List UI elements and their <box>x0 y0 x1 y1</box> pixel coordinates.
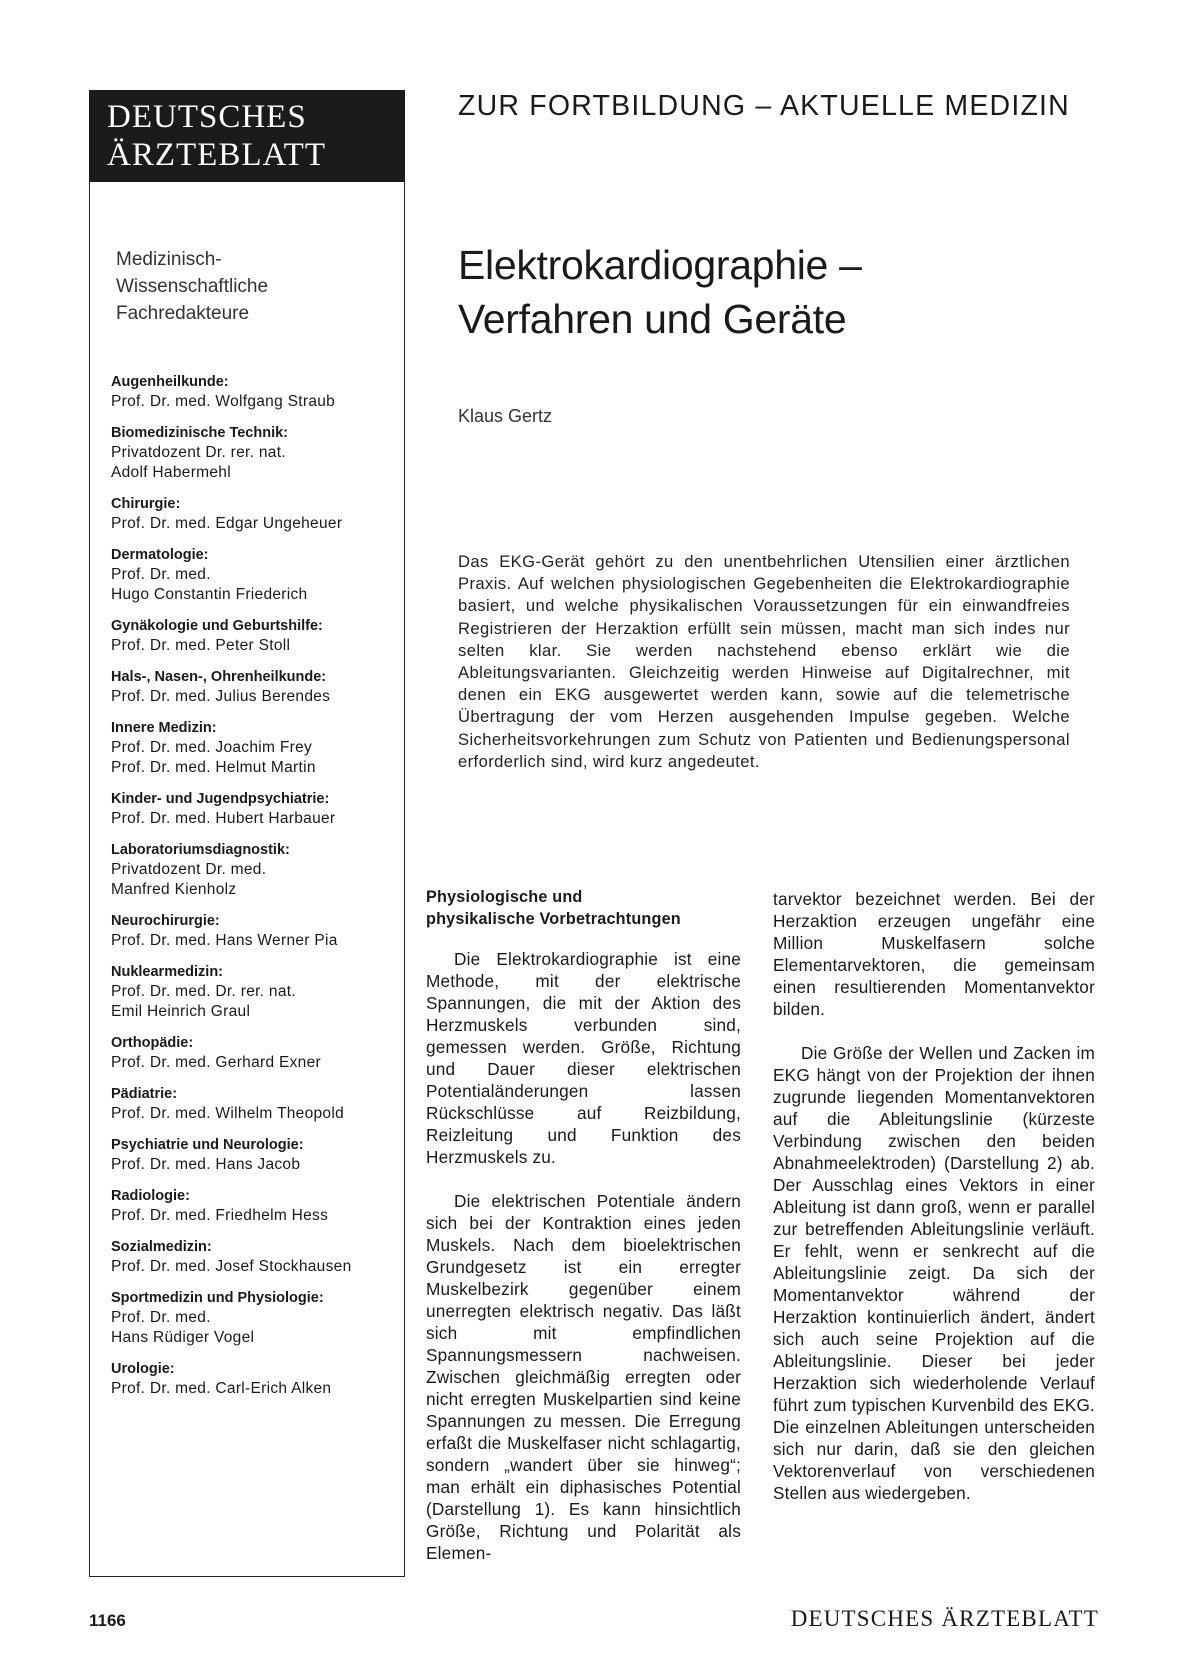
editor-department: Augenheilkunde: <box>111 374 229 390</box>
abstract: Das EKG-Gerät gehört zu den unentbehrlichen Utensilien einer ärztlichen Praxis. Auf welchen physiologischen Gegebenheiten die Elektrokardiographie basiert, und welche physikalischen Voraussetzungen für ein einwandfreies Registrieren der Herzaktion erfüllt sein müssen, macht man sich indes nur selten klar. Sie werden nachstehend ebenso erklärt wie die Ableitungsvarianten. Gleichzeitig werden Hinweise auf Digitalrechner, mit denen ein EKG ausgewertet werden kann, sowie auf die telemetrische Übertragung der vom Herzen ausgehenden Impulse gegeben. Welche Sicherheitsvorkehrungen zum Schutz von Patienten und Bedienungspersonal erforderlich sind, wird kurz angedeutet. <box>458 552 1070 771</box>
masthead-logo <box>89 90 405 182</box>
editor-name: Hans Rüdiger Vogel <box>111 1329 255 1346</box>
editor-entry <box>111 1033 396 1073</box>
paragraph: tarvektor bezeichnet werden. Bei der Herzaktion erzeugen ungefähr eine Million Muskelfasern solche Elementarvektoren, die gemeinsam einen resultierenden Momentanvektor bilden. <box>773 889 1095 1019</box>
editor-name: Prof. Dr. med. Edgar Ungeheuer <box>111 515 343 532</box>
editor-department: Gynäkologie und Geburtshilfe: <box>111 618 323 634</box>
editor-entry <box>111 789 396 829</box>
editor-name: Prof. Dr. med. <box>111 566 211 583</box>
subheading-line: physikalische Vorbetrachtungen <box>426 910 681 928</box>
editor-name: Prof. Dr. med. Hans Jacob <box>111 1156 301 1173</box>
editor-name: Prof. Dr. med. Hubert Harbauer <box>111 810 336 827</box>
editor-department: Nuklearmedizin: <box>111 964 223 980</box>
editor-entry <box>111 1186 396 1226</box>
editor-entry <box>111 372 396 412</box>
editor-entry <box>111 1084 396 1124</box>
editors-heading-line: Wissenschaftliche <box>116 276 269 297</box>
editor-entry <box>111 545 396 605</box>
editor-department: Sozialmedizin: <box>111 1239 212 1255</box>
section-subheading <box>426 886 741 930</box>
editor-department: Innere Medizin: <box>111 720 217 736</box>
editor-department: Orthopädie: <box>111 1035 194 1051</box>
editor-name: Prof. Dr. med. Wilhelm Theopold <box>111 1105 344 1122</box>
editors-heading <box>116 246 386 327</box>
editor-name: Privatdozent Dr. rer. nat. <box>111 444 286 461</box>
editor-name: Prof. Dr. med. Carl-Erich Alken <box>111 1380 332 1397</box>
editor-entry <box>111 1237 396 1277</box>
title-line: Elektrokardiographie – <box>458 242 862 288</box>
editor-name: Prof. Dr. med. Joachim Frey <box>111 739 313 756</box>
article-title <box>458 238 1098 346</box>
editor-department: Radiologie: <box>111 1188 190 1204</box>
editor-name: Prof. Dr. med. Hans Werner Pia <box>111 932 338 949</box>
editor-department: Pädiatrie: <box>111 1086 178 1102</box>
editors-heading-line: Medizinisch- <box>116 249 222 270</box>
editors-list <box>111 372 396 1410</box>
editor-entry <box>111 840 396 900</box>
editor-entry <box>111 423 396 483</box>
editor-name: Prof. Dr. med. Gerhard Exner <box>111 1054 321 1071</box>
masthead-line2: ÄRZTEBLATT <box>107 137 326 173</box>
editor-name: Prof. Dr. med. Friedhelm Hess <box>111 1207 329 1224</box>
editor-name: Adolf Habermehl <box>111 464 231 481</box>
editor-name: Prof. Dr. med. Dr. rer. nat. <box>111 983 296 1000</box>
editor-entry <box>111 1288 396 1348</box>
editor-name: Prof. Dr. med. Julius Berendes <box>111 688 331 705</box>
body-column-1 <box>426 886 741 1586</box>
editor-entry <box>111 616 396 656</box>
paragraph: Die Größe der Wellen und Zacken im EKG hängt von der Projektion der ihnen zugrunde liegenden Momentanvektoren auf die Ableitungslinie (kürzeste Verbindung zwischen den beiden Abnahmeelektroden) (Darstellung 2) ab. Der Ausschlag eines Vektors in einer Ableitung ist dann groß, wenn er parallel zur betreffenden Ableitungslinie verläuft. Er fehlt, wenn er senkrecht auf die Ableitungslinie zeigt. Da sich der Momentanvektor während der Herzaktion kontinuierlich ändert, ändert sich auch seine Projektion auf die Ableitungslinie. Dieser bei jeder Herzaktion sich wiederholende Verlauf führt zum typischen Kurvenbild des EKG. Die einzelnen Ableitungen unterscheiden sich nur darin, daß sie den gleichen Vektorenverlauf von verschiedenen Stellen aus wiedergeben. <box>773 1043 1095 1503</box>
section-header: ZUR FORTBILDUNG – AKTUELLE MEDIZIN <box>458 90 1070 122</box>
editor-department: Dermatologie: <box>111 547 209 563</box>
editor-name: Prof. Dr. med. Wolfgang Straub <box>111 393 336 410</box>
title-line: Verfahren und Geräte <box>458 296 847 342</box>
editor-entry <box>111 494 396 534</box>
editor-name: Manfred Kienholz <box>111 881 237 898</box>
editor-name: Emil Heinrich Graul <box>111 1003 251 1020</box>
editor-entry <box>111 667 396 707</box>
editor-entry <box>111 1359 396 1399</box>
paragraph: Die Elektrokardiographie ist eine Methode, mit der elektrische Spannungen, die mit der Aktion des Herzmuskels verbunden sind, gemessen werden. Größe, Richtung und Dauer dieser elektrischen Potentialänderungen lassen Rückschlüsse auf Reizbildung, Reizleitung und Funktion des Herzmuskels zu. <box>426 949 741 1167</box>
editor-entry <box>111 962 396 1022</box>
editor-department: Hals-, Nasen-, Ohrenheilkunde: <box>111 669 327 685</box>
page-number: 1166 <box>89 1611 126 1630</box>
masthead-line1: DEUTSCHES <box>107 99 307 135</box>
footer-brand: DEUTSCHES ÄRZTEBLATT <box>790 1606 1099 1631</box>
editor-name: Prof. Dr. med. Helmut Martin <box>111 759 316 776</box>
editor-name: Prof. Dr. med. Josef Stockhausen <box>111 1258 352 1275</box>
editor-entry <box>111 718 396 778</box>
paragraph: Die elektrischen Potentiale ändern sich bei der Kontraktion eines jeden Muskels. Nach dem bioelektrischen Grundgesetz ist ein erregter Muskelbezirk gegenüber einem unerregten elektrisch negativ. Das läßt sich mit empfindlichen Spannungsmessern nachweisen. Zwischen gleichmäßig erregten oder nicht erregten Muskelpartien sind keine Spannungen zu messen. Die Erregung erfaßt die Muskelfaser nicht schlagartig, sondern „wandert über sie hinweg“; man erhält ein diphasisches Potential (Darstellung 1). Es kann hinsichtlich Größe, Richtung und Polarität als Elemen- <box>426 1191 741 1563</box>
editor-name: Hugo Constantin Friederich <box>111 586 308 603</box>
editor-department: Psychiatrie und Neurologie: <box>111 1137 304 1153</box>
editor-name: Privatdozent Dr. med. <box>111 861 267 878</box>
editor-department: Chirurgie: <box>111 496 181 512</box>
editor-department: Kinder- und Jugendpsychiatrie: <box>111 791 330 807</box>
body-column-2 <box>773 888 1095 1526</box>
editor-department: Neurochirurgie: <box>111 913 220 929</box>
editor-entry <box>111 911 396 951</box>
editor-name: Prof. Dr. med. <box>111 1309 211 1326</box>
editor-department: Urologie: <box>111 1361 175 1377</box>
editor-department: Laboratoriumsdiagnostik: <box>111 842 290 858</box>
subheading-line: Physiologische und <box>426 888 583 906</box>
editor-entry <box>111 1135 396 1175</box>
editor-department: Sportmedizin und Physiologie: <box>111 1290 324 1306</box>
author-name: Klaus Gertz <box>458 406 553 426</box>
editor-department: Biomedizinische Technik: <box>111 425 288 441</box>
editor-name: Prof. Dr. med. Peter Stoll <box>111 637 291 654</box>
editors-heading-line: Fachredakteure <box>116 303 250 324</box>
